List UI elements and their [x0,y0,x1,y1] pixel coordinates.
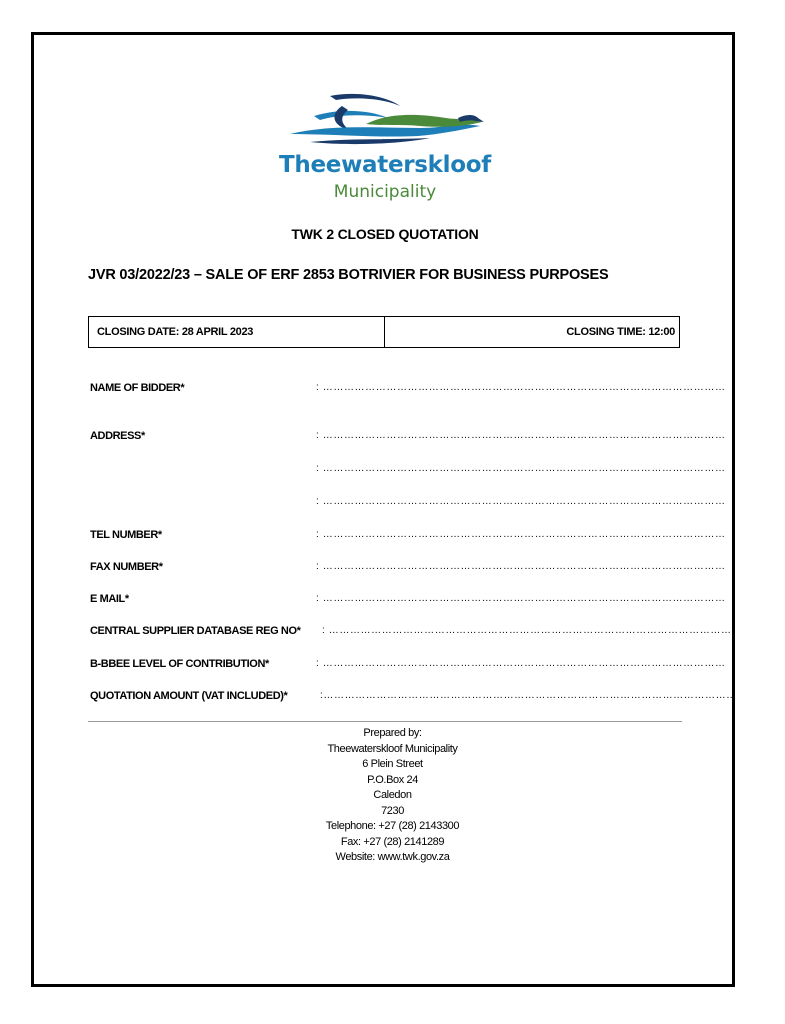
field-label: TEL NUMBER* [90,529,162,541]
footer-postal-code: 7230 [381,804,404,817]
field-dotted-line[interactable]: : …………………………………………………………………………………………………… [316,561,726,572]
field-label: QUOTATION AMOUNT (VAT INCLUDED)* [90,690,288,702]
field-dotted-line[interactable]: :……………………………………………………………………………………………………… [320,690,737,701]
field-label: E MAIL* [90,593,129,605]
logo-subtitle: Municipality [333,182,437,202]
field-dotted-line[interactable]: : …………………………………………………………………………………………………… [316,658,726,669]
field-dotted-line[interactable]: : …………………………………………………………………………………………………… [316,529,726,540]
footer-prepared-by: Prepared by: [363,727,422,739]
closing-time: CLOSING TIME: 12:00 [566,326,675,338]
field-fax-number[interactable] [90,561,726,577]
field-dotted-line[interactable]: : …………………………………………………………………………………………………… [316,430,726,441]
field-label: NAME OF BIDDER* [90,382,185,394]
logo-name: Theewaterskloof [279,152,491,178]
swan-wave-logo-icon [270,88,500,158]
field-label: ADDRESS* [90,430,145,442]
prepared-by-block [0,726,785,866]
footer-organisation: Theewaterskloof Municipality [327,742,458,755]
footer-town: Caledon [373,789,412,801]
document-subtitle: JVR 03/2022/23 – SALE OF ERF 2853 BOTRIVIER FOR BUSINESS PURPOSES [88,267,609,283]
field-csd-reg-no[interactable] [90,625,732,641]
field-address-line-3[interactable] [90,496,726,512]
field-address[interactable] [90,430,726,446]
field-label: CENTRAL SUPPLIER DATABASE REG NO* [90,625,301,637]
closing-info-box [88,316,680,348]
municipality-logo [270,88,500,212]
document-title: TWK 2 CLOSED QUOTATION [291,226,479,242]
field-name-of-bidder[interactable] [90,382,726,398]
field-quotation-amount[interactable] [90,690,737,706]
field-dotted-line[interactable]: : …………………………………………………………………………………………………… [316,496,726,507]
footer-telephone: Telephone: +27 (28) 2143300 [325,820,460,832]
field-label: B-BBEE LEVEL OF CONTRIBUTION* [90,658,269,670]
footer-street: 6 Plein Street [362,758,423,770]
field-label: FAX NUMBER* [90,561,163,573]
field-dotted-line[interactable]: : …………………………………………………………………………………………………… [316,593,726,604]
field-dotted-line[interactable]: : …………………………………………………………………………………………………… [322,625,732,636]
footer-website: Website: www.twk.gov.za [335,851,450,863]
field-email[interactable] [90,593,726,609]
field-address-line-2[interactable] [90,463,726,479]
footer-divider [88,721,682,722]
field-bbbee-level[interactable] [90,658,726,674]
footer-fax: Fax: +27 (28) 2141289 [340,835,445,848]
field-dotted-line[interactable]: : …………………………………………………………………………………………………… [316,463,726,474]
footer-po-box: P.O.Box 24 [367,773,418,786]
field-dotted-line[interactable]: : …………………………………………………………………………………………………… [316,382,726,393]
closing-date: CLOSING DATE: 28 APRIL 2023 [89,317,385,347]
field-tel-number[interactable] [90,529,726,545]
